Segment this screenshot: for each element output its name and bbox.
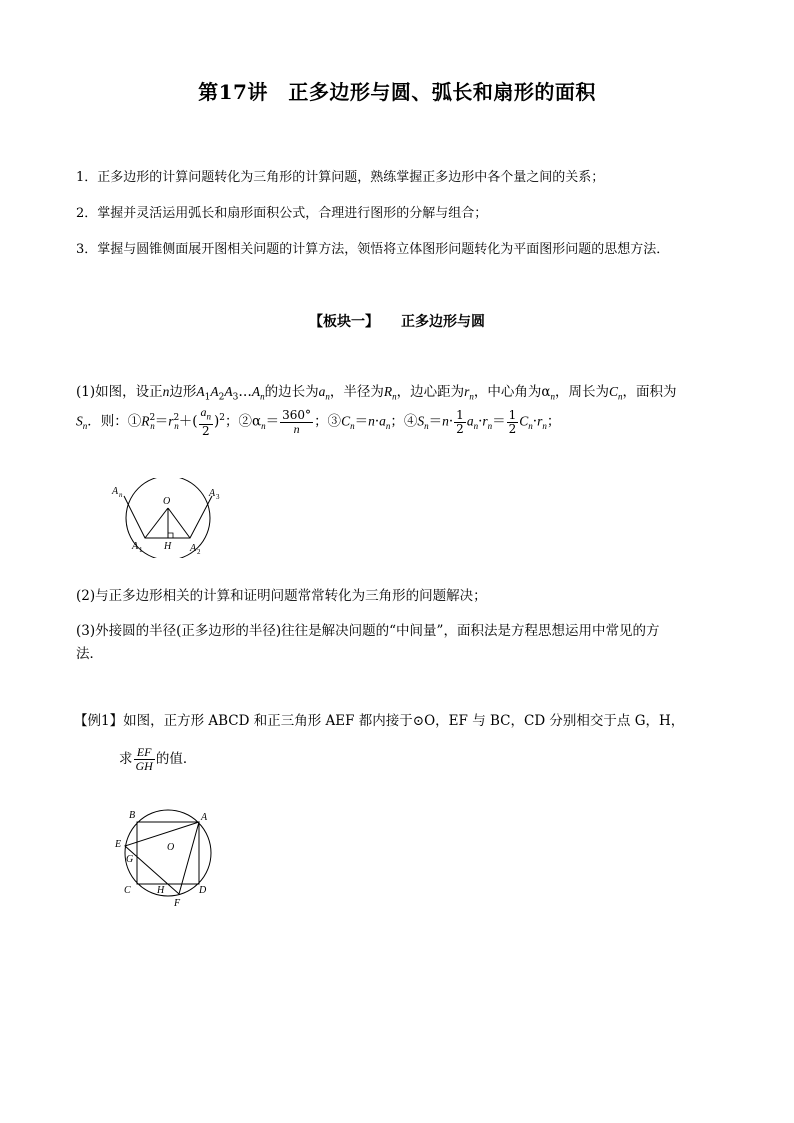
para-3-line-2: 法． bbox=[76, 646, 103, 662]
radius-OA1 bbox=[145, 508, 168, 538]
section-name: 正多边形与圆 bbox=[401, 314, 485, 330]
label-F: F bbox=[174, 898, 181, 909]
label-E: E bbox=[115, 839, 122, 850]
label-A: A bbox=[201, 812, 208, 823]
svg-text:1: 1 bbox=[139, 546, 143, 554]
label-O: O bbox=[167, 842, 175, 853]
label-H: H bbox=[157, 885, 165, 896]
objective-2: 2．掌握并灵活运用弧长和扇形面积公式，合理进行图形的分解与组合； bbox=[76, 206, 488, 221]
label-A1: A bbox=[132, 541, 139, 552]
label-B: B bbox=[129, 810, 136, 821]
label-G: G bbox=[126, 854, 134, 865]
label-A2: A bbox=[190, 543, 197, 554]
page-title: 第17讲 正多边形与圆、弧长和扇形的面积 bbox=[198, 80, 596, 104]
example-1-statement: 【例1】如图，正方形 ABCD 和正三角形 AEF 都内接于⊙O，EF 与 BC，CD 分别相交于点 G，H， bbox=[74, 713, 685, 729]
figure-square-triangle bbox=[112, 808, 217, 910]
para-2: (2)与正多边形相关的计算和证明问题常常转化为三角形的问题解决； bbox=[76, 588, 487, 604]
right-angle-mark bbox=[168, 533, 173, 538]
objective-3: 3．掌握与圆锥侧面展开图相关问题的计算方法，领悟将立体图形问题转化为平面图形问题的思想方法． bbox=[76, 242, 670, 257]
para-1-line-2: $S_n$．则：$①R^2_n=r^2_n+$( $\frac{a_n}{2}$ )$^2$；$②\alpha_n=$ $\frac{360^\circ}{n}$ ；$③C_n=n\cdot a_n$；$④S_n=n\cdot$ $\frac{1}{2}$ $a_n\cdot r_n=$ $\frac{1}{2}$ $C_n\cdot r_n$； bbox=[76, 405, 561, 438]
label-An: A bbox=[112, 486, 119, 497]
section-heading bbox=[0, 311, 794, 331]
label-H: H bbox=[164, 541, 172, 552]
para-3-line-1: (3)外接圆的半径(正多边形的半径)往往是解决问题的“中间量”，面积法是方程思想运用中常见的方 bbox=[76, 623, 660, 639]
svg-text:3: 3 bbox=[216, 493, 220, 501]
radius-OA2 bbox=[168, 508, 190, 538]
svg-text:n: n bbox=[119, 491, 123, 499]
circle-O bbox=[125, 810, 211, 896]
svg-text:2: 2 bbox=[197, 548, 201, 556]
objective-1: 1．正多边形的计算问题转化为三角形的计算问题，熟练掌握正多边形中各个量之间的关系； bbox=[76, 170, 605, 185]
label-C: C bbox=[124, 885, 131, 896]
para-1-line-1: (1)如图，设正n边形$A_1A_2A_3\dots A_n$的边长为$a_n$，半径为$R_n$，边心距为$r_n$，中心角为$\alpha_n$，周长为$C_n$，面积为 bbox=[76, 384, 677, 403]
triangle-AEF bbox=[125, 822, 199, 894]
label-O: O bbox=[163, 496, 171, 507]
label-A3: A bbox=[209, 488, 216, 499]
example-1-question: 求 $\frac{EF}{GH}$ 的值． bbox=[119, 745, 197, 773]
label-D: D bbox=[199, 885, 207, 896]
square-ABCD bbox=[137, 822, 199, 884]
example-1-tag: 【例1】 bbox=[74, 713, 124, 729]
section-bracket: 【板块一】 bbox=[309, 314, 379, 330]
figure-regular-polygon bbox=[110, 478, 230, 558]
